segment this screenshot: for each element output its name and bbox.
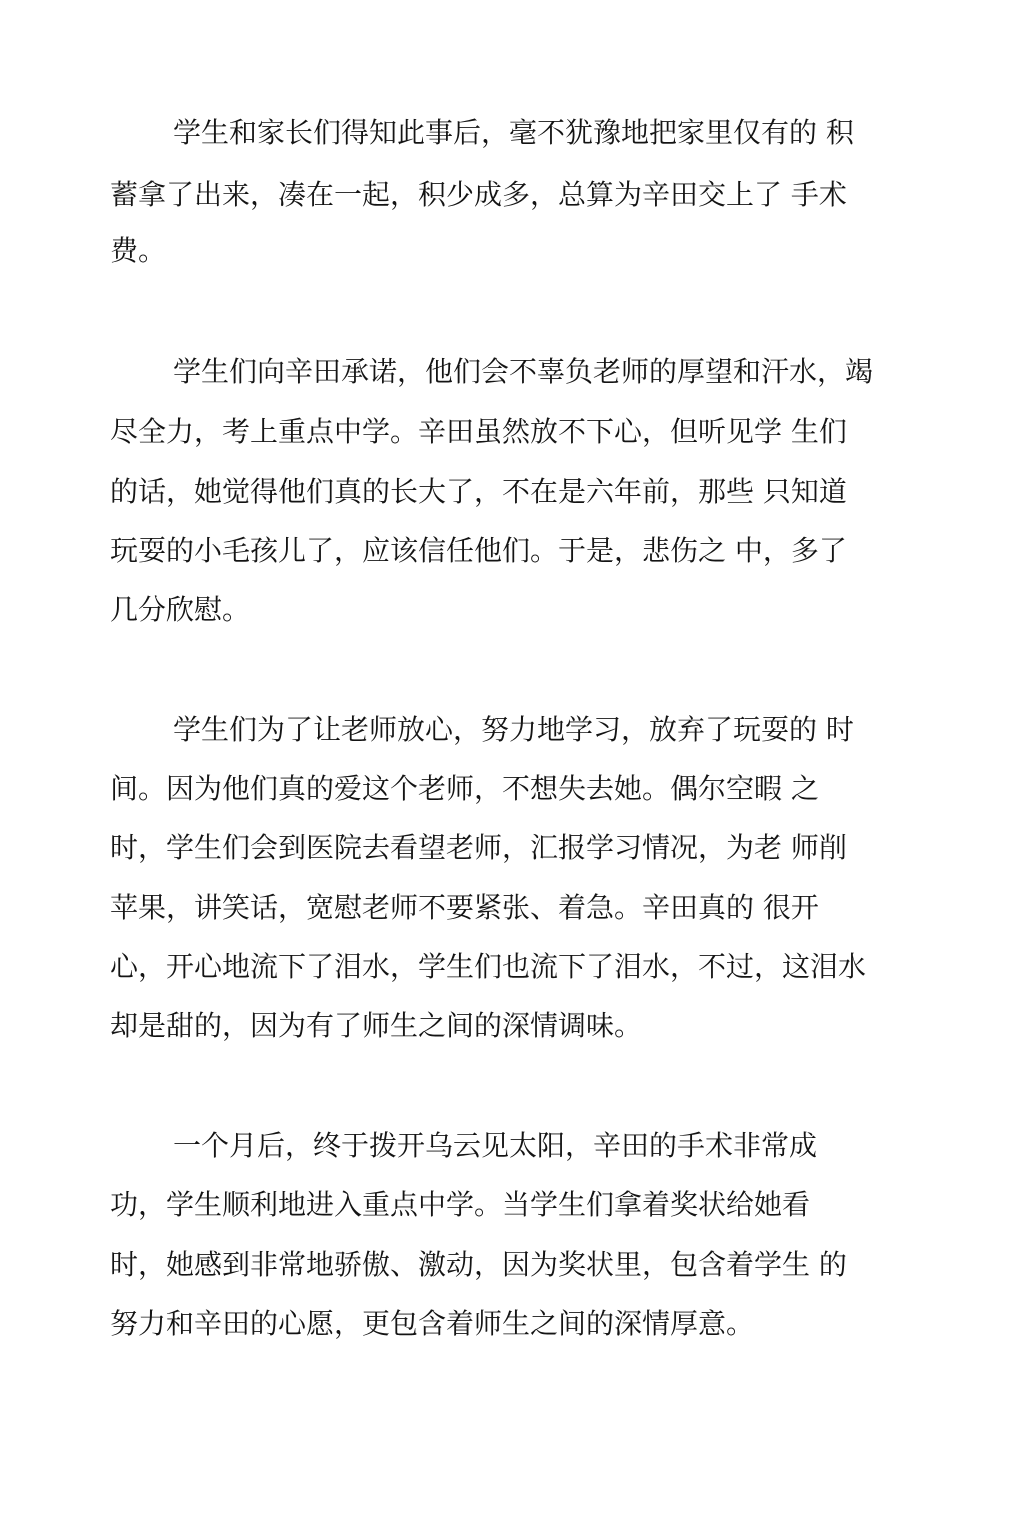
paragraph-line: 几分欣慰。 <box>110 593 251 626</box>
paragraph-line: 费。 <box>110 234 167 267</box>
paragraph-line: 苹果，讲笑话，宽慰老师不要紧张、着急。辛田真的 很开 <box>110 891 819 924</box>
paragraph-line: 玩耍的小毛孩儿了，应该信任他们。于是，悲伤之 中，多了 <box>110 534 847 567</box>
paragraph-line: 间。因为他们真的爱这个老师，不想失去她。偶尔空暇 之 <box>110 772 819 805</box>
paragraph-line: 功，学生顺利地进入重点中学。当学生们拿着奖状给她看 <box>110 1188 811 1221</box>
paragraph-line: 尽全力，考上重点中学。辛田虽然放不下心，但听见学 生们 <box>110 415 847 448</box>
paragraph-line: 努力和辛田的心愿，更包含着师生之间的深情厚意。 <box>110 1307 755 1340</box>
paragraph-line: 时，她感到非常地骄傲、激动，因为奖状里，包含着学生 的 <box>110 1248 847 1281</box>
paragraph-line: 的话，她觉得他们真的长大了，不在是六年前，那些 只知道 <box>110 475 847 508</box>
paragraph-line: 时，学生们会到医院去看望老师，汇报学习情况，为老 师削 <box>110 831 847 864</box>
paragraph-line: 学生们为了让老师放心，努力地学习，放弃了玩耍的 时 <box>173 713 854 746</box>
paragraph-line: 一个月后，终于拨开乌云见太阳，辛田的手术非常成 <box>173 1129 818 1162</box>
paragraph-line: 学生们向辛田承诺，他们会不辜负老师的厚望和汗水，竭 <box>173 355 874 388</box>
paragraph-line: 却是甜的，因为有了师生之间的深情调味。 <box>110 1009 643 1042</box>
paragraph-line: 蓄拿了出来，凑在一起，积少成多，总算为辛田交上了 手术 <box>110 178 847 211</box>
paragraph-line: 学生和家长们得知此事后，毫不犹豫地把家里仅有的 积 <box>173 116 854 149</box>
paragraph-line: 心，开心地流下了泪水，学生们也流下了泪水，不过，这泪水 <box>110 950 867 983</box>
